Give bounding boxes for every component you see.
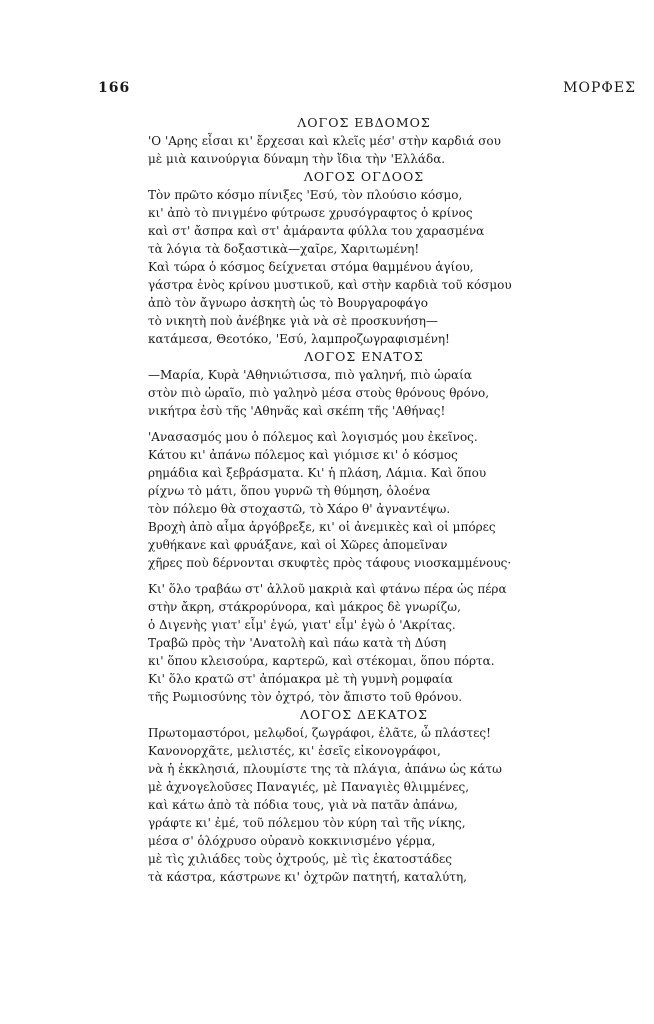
verse-line: νὰ ἡ ἐκκλησιά, πλουμίστε της τὰ πλάγια, ἀπάνω ὡς κάτω (148, 762, 502, 776)
verse-line: νικήτρα ἐσὺ τῆς 'Αθηνᾶς καὶ σκέπη τῆς 'Αθήνας! (148, 404, 446, 418)
verse-line: Κάτου κι' ἀπάνω πόλεμος καὶ γιόμισε κι' ὁ κόσμος (148, 448, 458, 462)
verse-line: —Μαρία, Κυρὰ 'Αθηνιώτισσα, πιὸ γαληνή, πιὸ ὡραία (148, 368, 472, 382)
stanza (148, 724, 580, 886)
verse-line: στὸν πιὸ ὡραῖο, πιὸ γαληνὸ μέσα στοὺς θρόνους θρόνο, (148, 386, 490, 400)
stanza (148, 186, 580, 348)
verse-line: Τραβῶ πρὸς τὴν 'Ανατολὴ καὶ πάω κατὰ τὴ Δύση (148, 636, 447, 650)
verse-line: τὰ κάστρα, κάστρωνε κι' ὀχτρῶν πατητή, καταλύτη, (148, 870, 467, 884)
verse-line: τὰ λόγια τὰ δοξαστικὰ—χαῖρε, Χαριτωμένη! (148, 242, 420, 256)
verse-line: Καὶ τώρα ὁ κόσμος δείχνεται στόμα θαμμένου ἁγίου, (148, 260, 474, 274)
verse-line: χῆρες ποὺ δέρνονται σκυφτὲς πρὸς τάφους νιοσκαμμένους· (148, 556, 512, 570)
verse-line: μὲ ἀχνογελοῦσες Παναγιές, μὲ Παναγιὲς θλιμμένες, (148, 780, 470, 794)
verse-line: τῆς Ρωμιοσύνης τὸν ὀχτρό, τὸν ἄπιστο τοῦ θρόνου. (148, 690, 463, 704)
verse-line: γράφτε κι' ἐμέ, τοῦ πόλεμου τὸν κύρη ταὶ τῆς νίκης, (148, 816, 466, 830)
section-heading: ΛΟΓΟΣ ΕΝΑΤΟΣ (304, 349, 424, 364)
verse-line: κι' ἀπὸ τὸ πνιγμένο φύτρωσε χρυσόγραφτος ὁ κρίνος (148, 206, 473, 220)
verse-line: κατάμεσα, Θεοτόκο, 'Εσύ, λαμπροζωγραφισμένη! (148, 332, 450, 346)
verse-line: μὲ τὶς χιλιάδες τοὺς ὀχτρούς, μὲ τὶς ἑκατοστάδες (148, 852, 452, 866)
verse-line: χυθήκανε καὶ φρυάξανε, καὶ οἱ Χῶρες ἀπομεῖναν (148, 538, 448, 552)
verse-line: γάστρα ἑνὸς κρίνου μυστικοῦ, καὶ στὴν καρδιὰ τοῦ κόσμου (148, 278, 512, 292)
section-heading: ΛΟΓΟΣ ΔΕΚΑΤΟΣ (300, 707, 428, 722)
verse-line: στὴν ἄκρη, στάκρορύνορα, καὶ μάκρος δὲ γνωρίζω, (148, 600, 461, 614)
verse-line: 'Ο 'Αρης εἶσαι κι' ἔρχεσαι καὶ κλεῖς μέσ' στὴν καρδιά σου (148, 134, 501, 148)
verse-line: Κανονορχᾶτε, μελιστές, κι' ἐσεῖς εἰκονογράφοι, (148, 744, 441, 758)
verse-line: Τὸν πρῶτο κόσμο πίνιξες 'Εσύ, τὸν πλούσιο κόσμο, (148, 188, 463, 202)
stanza (148, 132, 580, 168)
verse-line: μὲ μιὰ καινούργια δύναμη τὴν ἴδια τὴν 'Ελλάδα. (148, 152, 446, 166)
verse-line: 'Ανασασμός μου ὁ πόλεμος καὶ λογισμός μου ἐκεῖνος. (148, 430, 478, 444)
verse-line: μέσα σ' ὁλόχρυσο οὐρανὸ κοκκινισμένο γέρμα, (148, 834, 436, 848)
verse-line: Πρωτομαστόροι, μελῳδοί, ζωγράφοι, ἐλᾶτε, ὦ πλάστες! (148, 726, 491, 740)
verse-line: τὸν πόλεμο θὰ στοχαστῶ, τὸ Χάρο θ' ἀγναντέψω. (148, 502, 451, 516)
verse-line: Βροχὴ ἀπὸ αἷμα ἀργόβρεξε, κι' οἱ ἀνεμικὲς καὶ οἱ μπόρες (148, 520, 496, 534)
stanza (148, 428, 580, 572)
section-heading: ΛΟΓΟΣ ΟΓΔΟΟΣ (303, 169, 425, 184)
running-title: ΜΟΡΦΕΣ (563, 80, 636, 96)
stanza (148, 366, 580, 420)
stanza-break (148, 420, 580, 428)
stanza-break (148, 572, 580, 580)
page-number: 166 (98, 80, 131, 96)
poem-body (148, 114, 580, 886)
verse-line: ἀπὸ τὸν ἄγνωρο ἀσκητὴ ὡς τὸ Βουργαροφάγο (148, 296, 428, 310)
verse-line: ρίχνω τὸ μάτι, ὅπου γυρνῶ τὴ θύμηση, ὁλοένα (148, 484, 431, 498)
verse-line: ρημάδια καὶ ξεβράσματα. Κι' ἡ πλάση, Λάμια. Καὶ ὅπου (148, 466, 487, 480)
stanza (148, 580, 580, 706)
verse-line: καὶ κάτω ἀπὸ τὰ πόδια τους, γιὰ νὰ πατᾶν ἀπάνω, (148, 798, 458, 812)
section-heading: ΛΟΓΟΣ ΕΒΔΟΜΟΣ (297, 115, 431, 130)
verse-line: κι' ὅπου κλεισούρα, καρτερῶ, καὶ στέκομαι, ὅπου πόρτα. (148, 654, 495, 668)
verse-line: ὁ Διγενὴς γιατ' εἶμ' ἐγώ, γιατ' εἶμ' ἐγὼ ὁ 'Ακρίτας. (148, 618, 456, 632)
verse-line: τὸ νικητὴ ποὺ ἀνέβηκε γιὰ νὰ σὲ προσκυνήση— (148, 314, 438, 328)
verse-line: Κι' ὅλο κρατῶ στ' ἀπόμακρα μὲ τὴ γυμνὴ ρομφαία (148, 672, 453, 686)
verse-line: καὶ στ' ἄσπρα καὶ στ' ἀμάραντα φύλλα του χαρασμένα (148, 224, 485, 238)
verse-line: Κι' ὅλο τραβάω στ' ἀλλοῦ μακριὰ καὶ φτάνω πέρα ὡς πέρα (148, 582, 507, 596)
